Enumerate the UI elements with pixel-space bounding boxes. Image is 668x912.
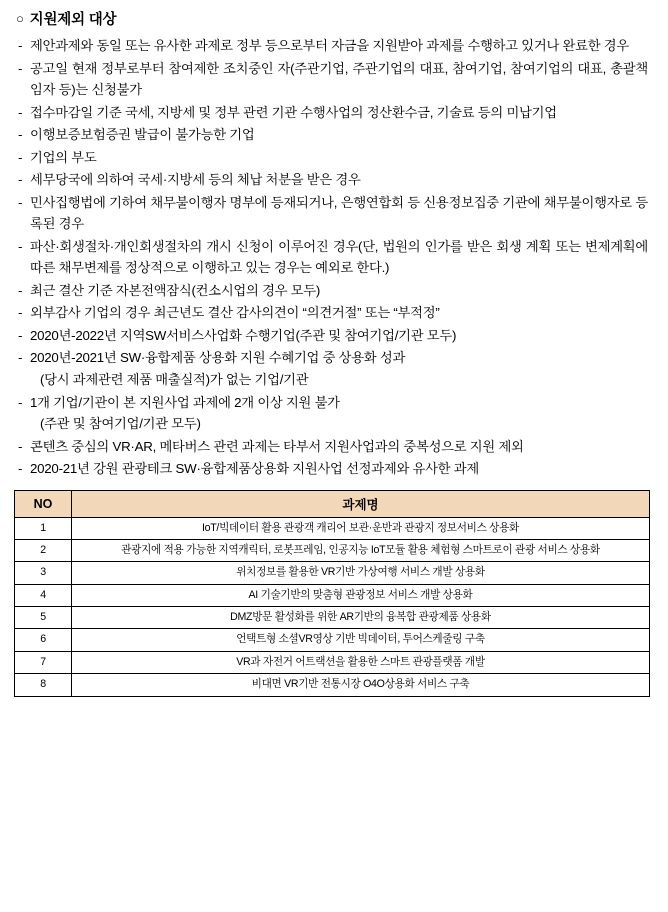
list-item-line: 접수마감일 기준 국세, 지방세 및 정부 관련 기관 수행사업의 정산환수금, 기술료 등의 미납기업 — [30, 104, 557, 120]
list-item-line: 2020-21년 강원 관광테크 SW·융합제품상용화 지원사업 선정과제와 유사한 과제 — [30, 461, 479, 477]
list-item-text — [30, 280, 650, 302]
list-item — [14, 325, 650, 347]
list-item — [14, 302, 650, 324]
list-item-text — [30, 147, 650, 169]
list-item-line: 최근 결산 기준 자본전액잠식(컨소시업의 경우 모두) — [30, 282, 321, 298]
list-item-line: 공고일 현재 정부로부터 참여제한 조치중인 자(주관기업, 주관기업의 대표, 참여기업, 참여기업의 대표, 총괄책임자 등)는 신청불가 — [30, 60, 648, 98]
page-title — [16, 8, 650, 29]
list-item — [14, 35, 650, 57]
list-item-text — [30, 124, 650, 146]
cell-project-name: DMZ방문 활성화를 위한 AR기반의 융복합 관광제품 상용화 — [72, 607, 650, 629]
table-row — [15, 562, 650, 584]
list-item — [14, 436, 650, 458]
bullet-dash-icon: - — [18, 149, 23, 165]
bullet-dash-icon: - — [18, 350, 23, 366]
list-item — [14, 147, 650, 169]
table-header-row — [15, 490, 650, 517]
bullet-dash-icon: - — [18, 461, 23, 477]
bullet-dash-icon: - — [18, 127, 23, 143]
list-item-line: 외부감사 기업의 경우 최근년도 결산 감사의견이 “의견거절” 또는 “부적정” — [30, 305, 440, 321]
list-item-text — [30, 458, 650, 480]
list-item-text — [30, 325, 650, 347]
bullet-dash-icon: - — [18, 238, 23, 254]
list-item-text — [30, 192, 650, 235]
table-row — [15, 629, 650, 651]
table-row — [15, 651, 650, 673]
bullet-dash-icon: - — [18, 172, 23, 188]
bullet-dash-icon: - — [18, 327, 23, 343]
cell-no: 2 — [15, 539, 72, 561]
list-item — [14, 236, 650, 279]
cell-project-name: IoT/빅데이터 활용 관광객 캐리어 보관·운반과 관광지 정보서비스 상용화 — [72, 517, 650, 539]
cell-project-name: AI 기술기반의 맞춤형 관광정보 서비스 개발 상용화 — [72, 584, 650, 606]
table-row — [15, 539, 650, 561]
cell-no: 8 — [15, 674, 72, 696]
list-item — [14, 58, 650, 101]
list-item-text — [30, 58, 650, 101]
cell-project-name: 비대면 VR기반 전통시장 O4O상용화 서비스 구축 — [72, 674, 650, 696]
list-item-text — [30, 102, 650, 124]
projects-table — [14, 490, 650, 697]
list-item-text — [30, 236, 650, 279]
cell-project-name: VR과 자전거 어트랙션을 활용한 스마트 관광플랫폼 개발 — [72, 651, 650, 673]
list-item-line: 콘텐츠 중심의 VR·AR, 메타버스 관련 과제는 타부서 지원사업과의 중복성으로 지원 제외 — [30, 438, 524, 454]
list-item — [14, 458, 650, 480]
cell-no: 1 — [15, 517, 72, 539]
list-item-text — [30, 302, 650, 324]
bullet-dash-icon: - — [18, 394, 23, 410]
table-row — [15, 517, 650, 539]
list-item-line: 세무당국에 의하여 국세·지방세 등의 체납 처분을 받은 경우 — [30, 172, 361, 188]
bullet-dash-icon: - — [18, 104, 23, 120]
cell-no: 7 — [15, 651, 72, 673]
bullet-dash-icon: - — [18, 282, 23, 298]
list-item-line: 이행보증보험증권 발급이 불가능한 기업 — [30, 127, 255, 143]
list-item-text — [30, 347, 650, 390]
cell-no: 5 — [15, 607, 72, 629]
cell-no: 3 — [15, 562, 72, 584]
list-item-continuation-line: (주관 및 참여기업/기관 모두) — [40, 416, 201, 432]
cell-project-name: 관광지에 적용 가능한 지역캐릭터, 로봇프레임, 인공지능 IoT모듈 활용 체험형 스마트로이 관광 서비스 상용화 — [72, 539, 650, 561]
bullet-dash-icon: - — [18, 60, 23, 76]
list-item — [14, 169, 650, 191]
list-item — [14, 347, 650, 390]
table-row — [15, 584, 650, 606]
table-row — [15, 607, 650, 629]
list-item — [14, 102, 650, 124]
column-header-no: NO — [15, 490, 72, 517]
section-title-text: 지원제외 대상 — [29, 12, 117, 28]
bullet-dash-icon: - — [18, 305, 23, 321]
column-header-project-name: 과제명 — [72, 490, 650, 517]
list-item-continuation-line: (당시 과제관련 제품 매출실적)가 없는 기업/기관 — [40, 371, 309, 387]
list-item-text — [30, 35, 650, 57]
list-item — [14, 192, 650, 235]
cell-project-name: 위치정보를 활용한 VR기반 가상여행 서비스 개발 상용화 — [72, 562, 650, 584]
list-item-line: 민사집행법에 기하여 채무불이행자 명부에 등재되거나, 은행연합회 등 신용정보집중 기관에 채무불이행자로 등록된 경우 — [30, 194, 648, 232]
list-item-line: 2020년-2022년 지역SW서비스사업화 수행기업(주관 및 참여기업/기관 모두) — [30, 327, 457, 343]
list-item-text — [30, 436, 650, 458]
exclusion-criteria-list — [14, 35, 650, 480]
cell-project-name: 언택트형 소셜VR영상 기반 빅데이터, 투어스케줄링 구축 — [72, 629, 650, 651]
list-item — [14, 392, 650, 435]
bullet-dash-icon: - — [18, 38, 23, 53]
cell-no: 6 — [15, 629, 72, 651]
list-item-text — [30, 392, 650, 435]
bullet-dash-icon: - — [18, 438, 23, 454]
list-item-line: 기업의 부도 — [30, 149, 97, 165]
cell-no: 4 — [15, 584, 72, 606]
list-item — [14, 280, 650, 302]
table-row — [15, 674, 650, 696]
list-item-line: 1개 기업/기관이 본 지원사업 과제에 2개 이상 지원 불가 — [30, 394, 340, 410]
list-item-line: 2020년-2021년 SW·융합제품 상용화 지원 수혜기업 중 상용화 성과 — [30, 350, 406, 366]
list-item — [14, 124, 650, 146]
list-item-text — [30, 169, 650, 191]
bullet-dash-icon: - — [18, 194, 23, 210]
table-body — [15, 517, 650, 696]
circle-marker-icon: ○ — [16, 11, 24, 26]
list-item-line: 파산·회생절차·개인회생절차의 개시 신청이 이루어진 경우(단, 법원의 인가를 받은 회생 계획 또는 변제계획에 따른 채무변제를 정상적으로 이행하고 있는 경우는 예외로 한다.) — [30, 238, 648, 276]
list-item-line: 제안과제와 동일 또는 유사한 과제로 정부 등으로부터 자금을 지원받아 과제를 수행하고 있거나 완료한 경우 — [30, 38, 629, 53]
